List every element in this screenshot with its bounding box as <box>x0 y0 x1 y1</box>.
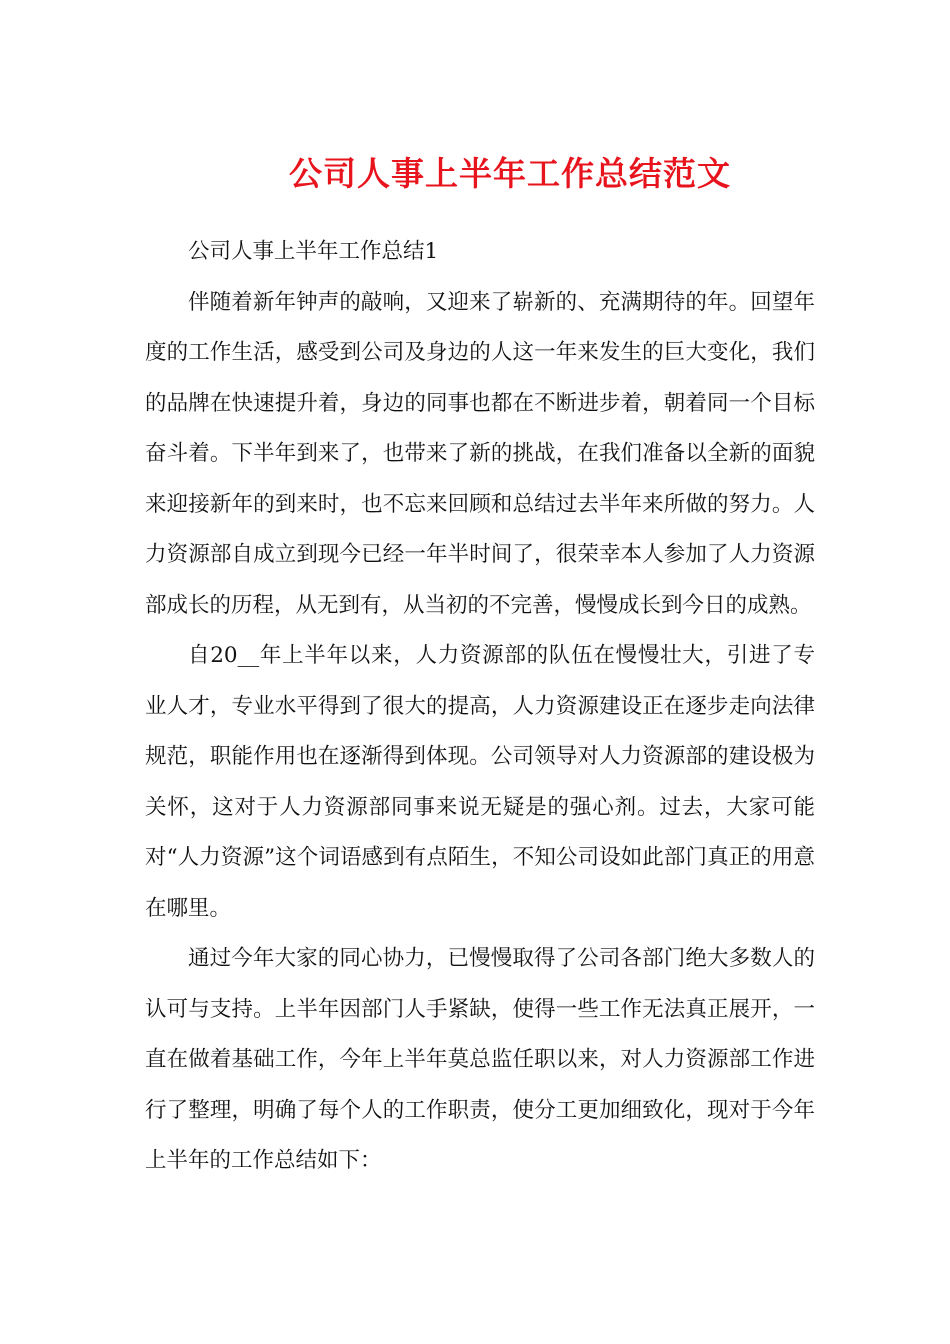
document-title: 公司人事上半年工作总结范文 <box>289 154 731 194</box>
document-body <box>145 227 815 1187</box>
paragraph-1: 伴随着新年钟声的敲响，又迎来了崭新的、充满期待的年。回望年度的工作生活，感受到公司及身边的人这一年来发生的巨大变化，我们的品牌在快速提升着，身边的同事也都在不断进步着，朝着同一个目标奋斗着。下半年到来了，也带来了新的挑战，在我们准备以全新的面貌来迎接新年的到来时，也不忘来回顾和总结过去半年来所做的努力。人力资源部自成立到现今已经一年半时间了，很荣幸本人参加了人力资源部成长的历程，从无到有，从当初的不完善，慢慢成长到今日的成熟。 <box>145 289 815 618</box>
section-heading: 公司人事上半年工作总结1 <box>188 239 439 264</box>
paragraph-3: 通过今年大家的同心协力，已慢慢取得了公司各部门绝大多数人的认可与支持。上半年因部门人手紧缺，使得一些工作无法真正展开，一直在做着基础工作，今年上半年莫总监任职以来，对人力资源部工作进行了整理，明确了每个人的工作职责，使分工更加细致化，现对于今年上半年的工作总结如下： <box>145 946 815 1173</box>
paragraph-2: 自20__年上半年以来，人力资源部的队伍在慢慢壮大，引进了专业人才，专业水平得到了很大的提高，人力资源建设正在逐步走向法律规范，职能作用也在逐渐得到体现。公司领导对人力资源部的建设极为关怀，这对于人力资源部同事来说无疑是的强心剂。过去，大家可能对“人力资源”这个词语感到有点陌生，不知公司设如此部门真正的用意在哪里。 <box>145 643 815 921</box>
